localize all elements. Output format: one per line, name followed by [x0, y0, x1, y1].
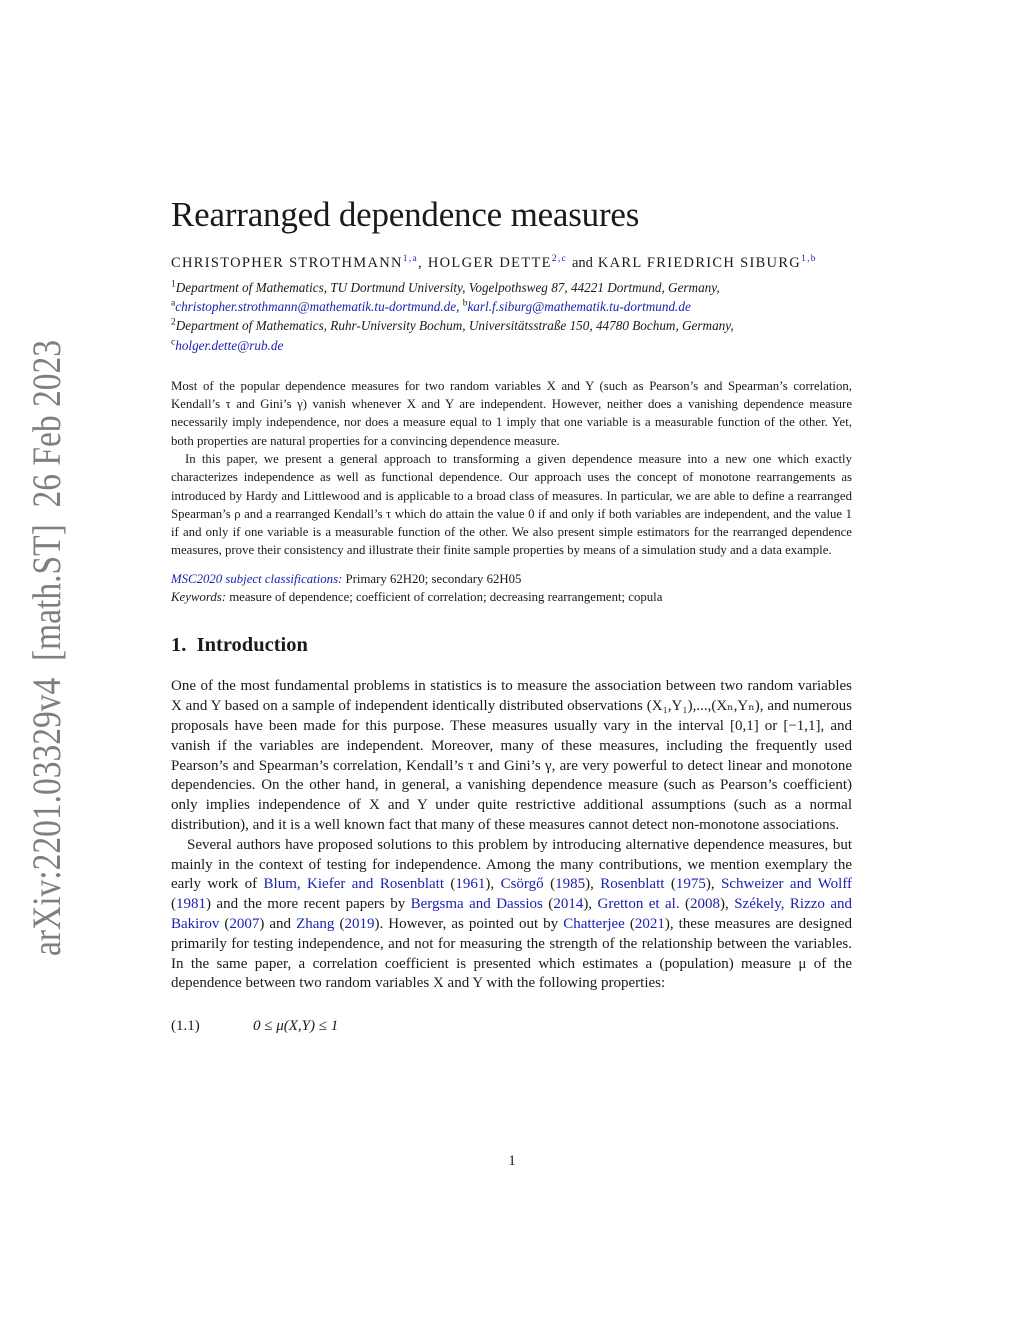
citation-blum[interactable]: Blum, Kiefer and Rosenblatt — [263, 876, 444, 893]
author-siburg-affil-link[interactable]: 1,b — [801, 254, 817, 265]
citation-bergsma[interactable]: Bergsma and Dassios — [410, 896, 543, 913]
citation-csorgo[interactable]: Csörgő — [500, 876, 544, 893]
author-list: CHRISTOPHER STROTHMANN$^{1,a}$, HOLGER DETTE$^{2,c}$ and KARL FRIEDRICH SIBURG$^{1,b}$ — [171, 254, 817, 271]
paper-title: Rearranged dependence measures — [171, 195, 640, 234]
section-title: Introduction — [196, 634, 308, 657]
citation-szekely-year[interactable]: 2007 — [229, 915, 260, 932]
intro-paragraph-1: One of the most fundamental problems in statistics is to measure the association between two random variables X and Y based on a sample of independent identically distributed observations (X₁,Y₁),...,(Xₙ,Yₙ), and numerous proposals have been made for this purpose. These measures usually vary in the interval [0,1] or [−1,1], and vanish if the variables are independent. Moreover, many of these measures, including the frequently used Pearson’s and Spearman’s correlation, Kendall’s τ and Gini’s γ, are very powerful to detect linear and monotone dependencies. On the other hand, in general, a vanishing dependence measure (such as Pearson’s coefficient) only implies independence of X and Y under quite restrictive additional assumptions (such as a normal distribution), and it is a well known fact that many of these measures cannot detect non-monotone associations. — [171, 678, 852, 833]
citation-chatterjee[interactable]: Chatterjee — [563, 915, 625, 932]
affiliations — [171, 278, 852, 355]
introduction-body — [171, 677, 852, 994]
equation-content: 0 ≤ μ(X,Y) ≤ 1 — [253, 1018, 339, 1035]
email-strothmann-link[interactable]: christopher.strothmann@mathematik.tu-dortmund.de — [175, 299, 457, 315]
email-line-2: $^c$holger.dette@rub.de — [171, 337, 284, 353]
citation-schweizer[interactable]: Schweizer and Wolff — [721, 876, 853, 893]
author-siburg: KARL FRIEDRICH SIBURG — [597, 255, 802, 271]
abstract-paragraph-1: Most of the popular dependence measures for two random variables X and Y (such as Pearson’s and Spearman’s correlation, Kendall’s τ and Gini’s γ) vanish whenever X and Y are independent. However, neither does a vanishing dependence measure necessarily imply independence, nor does a measure equal to 1 imply that one variable is a measurable function of the other. Yet, both properties are natural properties for a convincing dependence measure. — [171, 378, 852, 448]
citation-zhang-year[interactable]: 2019 — [344, 915, 375, 932]
citation-rosenblatt[interactable]: Rosenblatt — [600, 876, 665, 893]
author-dette-affil-link[interactable]: 2,c — [551, 254, 568, 265]
email-line-1: $^a$christopher.strothmann@mathematik.tu-dortmund.de, $^b$karl.f.siburg@mathematik.tu-dortmund.de — [171, 298, 691, 315]
intro-paragraph-2: Several authors have proposed solutions to this problem by introducing alternative dependence measures, but mainly in the context of testing for independence. Among the many contributions, we mention exemplary the early work of Blum, Kiefer and Rosenblatt (1961), Csörgő (1985), Rosenblatt (1975), Schweizer and Wolff (1981) and the more recent papers by Bergsma and Dassios (2014), Gretton et al. (2008), Székely, Rizzo and Bakirov (2007) and Zhang (2019). However, as pointed out by Chatterjee (2021), these measures are designed primarily for testing independence, and not for measuring the strength of the relationship between the variables. In the same paper, a correlation coefficient is presented which estimates a (population) measure μ of the dependence between two random variables X and Y with the following properties: — [171, 836, 853, 992]
affiliation-2: $^2$Department of Mathematics, Ruhr-University Bochum, Universitätsstraße 150, 44780 Bochum, Germany, — [171, 318, 734, 334]
citation-blum-year[interactable]: 1961 — [455, 876, 486, 893]
keywords-label: Keywords: — [171, 590, 226, 605]
msc-line — [171, 570, 852, 588]
keywords-line — [171, 588, 852, 606]
citation-csorgo-year[interactable]: 1985 — [555, 876, 586, 893]
arxiv-watermark — [18, 338, 74, 958]
author-conjunction: and — [572, 255, 593, 271]
page-number: 1 — [508, 1153, 516, 1169]
equation-number: (1.1) — [171, 1018, 200, 1035]
citation-gretton-year[interactable]: 2008 — [690, 896, 721, 913]
section-number: 1. — [171, 634, 187, 657]
abstract — [171, 377, 852, 560]
section-heading — [171, 634, 852, 657]
abstract-paragraph-2: In this paper, we present a general approach to transforming a given dependence measure into a new one which exactly characterizes independence as well as functional dependence. Our approach uses the concept of monotone rearrangements as introduced by Hardy and Littlewood and is applicable to a broad class of measures. In particular, we are able to define a rearranged Spearman’s ρ and a rearranged Kendall’s τ which do attain the value 0 if and only if both variables are independent, and the value 1 if and only if one variable is a measurable function of the other. We also present simple estimators for the rearranged dependence measures, prove their consistency and illustrate their finite sample properties by means of a simulation study and a data example. — [171, 452, 852, 558]
author-strothmann-affil-link[interactable]: 1,a — [402, 254, 419, 265]
paper-page — [171, 195, 852, 1035]
keywords-value: measure of dependence; coefficient of correlation; decreasing rearrangement; copula — [229, 590, 663, 605]
arxiv-watermark-text: arXiv:2201.03329v4 [math.ST] 26 Feb 2023 — [24, 338, 69, 956]
citation-zhang[interactable]: Zhang — [296, 915, 335, 932]
citation-schweizer-year[interactable]: 1981 — [176, 896, 206, 913]
citation-rosenblatt-year[interactable]: 1975 — [675, 876, 706, 893]
citation-szekely[interactable]: Székely, Rizzo and Bakirov — [171, 896, 852, 932]
author-dette: HOLGER DETTE — [427, 255, 552, 271]
email-siburg-link[interactable]: karl.f.siburg@mathematik.tu-dortmund.de — [467, 299, 691, 315]
citation-chatterjee-year[interactable]: 2021 — [634, 915, 665, 932]
citation-gretton[interactable]: Gretton et al. — [597, 896, 680, 913]
msc-value: Primary 62H20; secondary 62H05 — [345, 571, 522, 586]
classification-block — [171, 570, 852, 607]
equation-1-1 — [171, 1018, 852, 1035]
affiliation-1: $^1$Department of Mathematics, TU Dortmund University, Vogelpothsweg 87, 44221 Dortmund, Germany, — [171, 279, 720, 295]
citation-bergsma-year[interactable]: 2014 — [553, 896, 584, 913]
msc-link[interactable]: MSC2020 subject classifications: — [171, 571, 343, 586]
email-dette-link[interactable]: holger.dette@rub.de — [175, 337, 284, 353]
author-strothmann: CHRISTOPHER STROTHMANN — [171, 255, 403, 271]
